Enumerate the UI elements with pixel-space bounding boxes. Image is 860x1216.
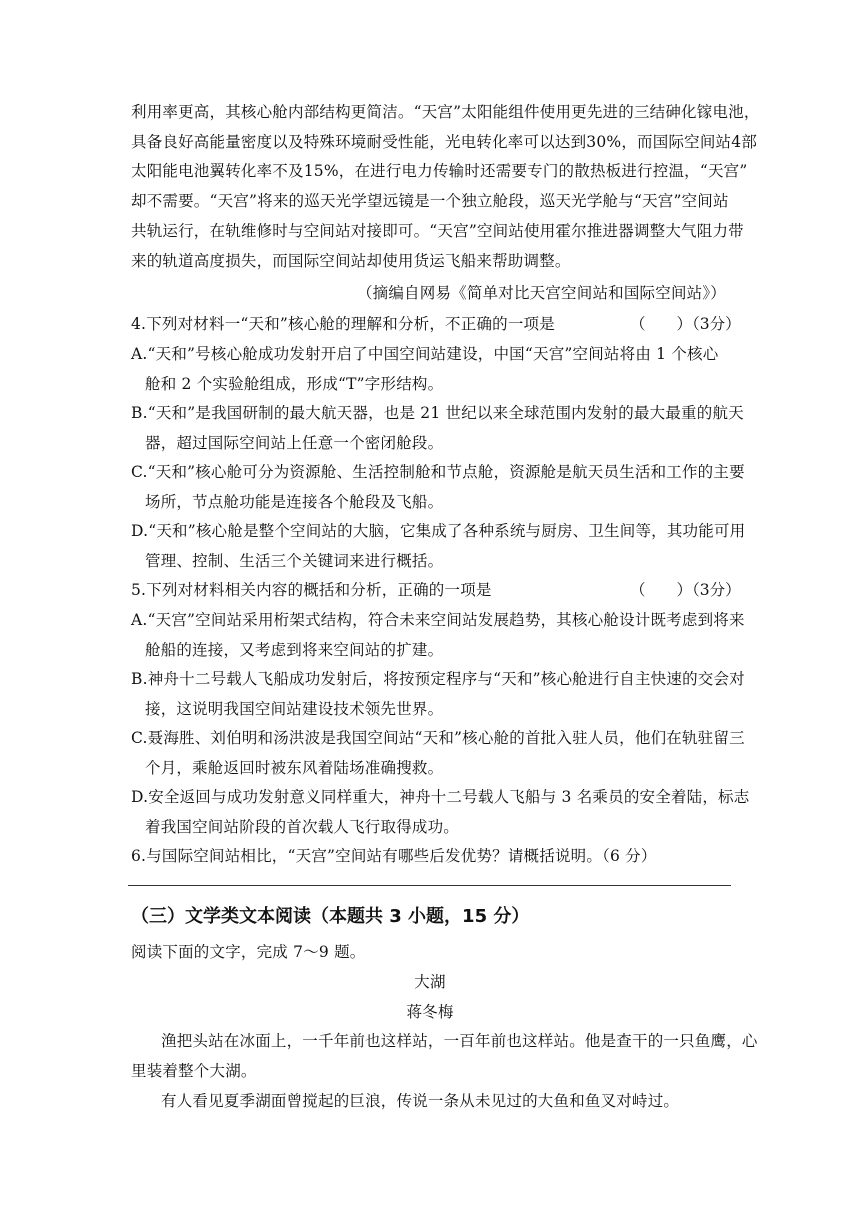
material-line: 太阳能电池翼转化率不及15%，在进行电力传输时还需要专门的散热板进行控温，“天宫” (131, 162, 748, 180)
q4-option-a-cont: 舱和 2 个实验舱组成，形成“T”字形结构。 (145, 375, 444, 393)
q5-option-b-cont: 接，这说明我国空间站建设技术领先世界。 (145, 700, 444, 718)
story-title: 大湖 (414, 973, 446, 991)
q4-option-c-cont: 场所，节点舱功能是连接各个舱段及飞船。 (145, 493, 444, 511)
q5-option-b: B.神舟十二号载人飞船成功发射后，将按预定程序与“天和”核心舱进行自主快速的交会对 (131, 670, 745, 688)
q4-answer-bracket: （ ）（3分） (630, 315, 741, 333)
material-line: 却不需要。“天宫”将来的巡天光学望远镜是一个独立舱段，巡天光学舱与“天宫”空间站 (131, 192, 729, 210)
material-line: 具备良好高能量密度以及特殊环境耐受性能，光电转化率可以达到30%，而国际空间站4部 (131, 133, 758, 151)
q5-option-a-cont: 舱船的连接，又考虑到将来空间站的扩建。 (145, 641, 444, 659)
q5-option-d: D.安全返回与成功发射意义同样重大，神舟十二号载人飞船与 3 名乘员的安全着陆，标志 (131, 788, 750, 806)
q4-option-b-cont: 器，超过国际空间站上任意一个密闭舱段。 (145, 434, 444, 452)
q4-option-a: A.“天和”号核心舱成功发射开启了中国空间站建设，中国“天宫”空间站将由 1 个核心 (131, 345, 719, 363)
section3-instruction: 阅读下面的文字，完成 7～9 题。 (131, 943, 366, 961)
story-author: 蒋冬梅 (406, 1003, 454, 1021)
q5-option-c: C.聂海胜、刘伯明和汤洪波是我国空间站“天和”核心舱的首批入驻人员，他们在轨驻留三 (131, 729, 745, 747)
material-line: 共轨运行，在轨维修时与空间站对接即可。“天宫”空间站使用霍尔推进器调整大气阻力带 (131, 222, 744, 240)
q5-option-c-cont: 个月，乘舱返回时被东风着陆场准确搜救。 (145, 759, 444, 777)
material-line: 利用率更高，其核心舱内部结构更简洁。“天宫”太阳能组件使用更先进的三结砷化镓电池， (131, 103, 760, 121)
q5-answer-bracket: （ ）（3分） (630, 581, 741, 599)
material-source: （摘编自网易《简单对比天宫空间站和国际空间站》） (356, 284, 726, 302)
section3-heading: （三）文学类文本阅读（本题共 3 小题，15 分） (131, 906, 530, 927)
q5-option-a: A.“天宫”空间站采用桁架式结构，符合未来空间站发展趋势，其核心舱设计既考虑到将来 (131, 611, 745, 629)
story-paragraph-2: 有人看见夏季湖面曾搅起的巨浪，传说一条从未见过的大鱼和鱼叉对峙过。 (161, 1092, 680, 1110)
q4-stem: 4.下列对材料一“天和”核心舱的理解和分析，不正确的一项是 (131, 315, 555, 333)
q4-option-d-cont: 管理、控制、生活三个关键词来进行概括。 (145, 552, 444, 570)
story-paragraph-1: 渔把头站在冰面上，一千年前也这样站，一百年前也这样站。他是查干的一只鱼鹰，心 (161, 1032, 758, 1050)
material-line: 来的轨道高度损失，而国际空间站却使用货运飞船来帮助调整。 (131, 252, 571, 270)
story-paragraph-1-cont: 里装着整个大湖。 (131, 1062, 257, 1080)
q4-option-c: C.“天和”核心舱可分为资源舱、生活控制舱和节点舱，资源舱是航天员生活和工作的主要 (131, 463, 745, 481)
q5-option-d-cont: 着我国空间站阶段的首次载人飞行取得成功。 (145, 818, 460, 836)
q6-stem: 6.与国际空间站相比，“天宫”空间站有哪些后发优势？请概括说明。（6 分） (131, 847, 657, 865)
q5-stem: 5.下列对材料相关内容的概括和分析，正确的一项是 (131, 581, 492, 599)
section-divider (128, 885, 731, 886)
q4-option-d: D.“天和”核心舱是整个空间站的大脑，它集成了各种系统与厨房、卫生间等，其功能可用 (131, 522, 746, 540)
q4-option-b: B.“天和”是我国研制的最大航天器，也是 21 世纪以来全球范围内发射的最大最重的航天 (131, 404, 744, 422)
